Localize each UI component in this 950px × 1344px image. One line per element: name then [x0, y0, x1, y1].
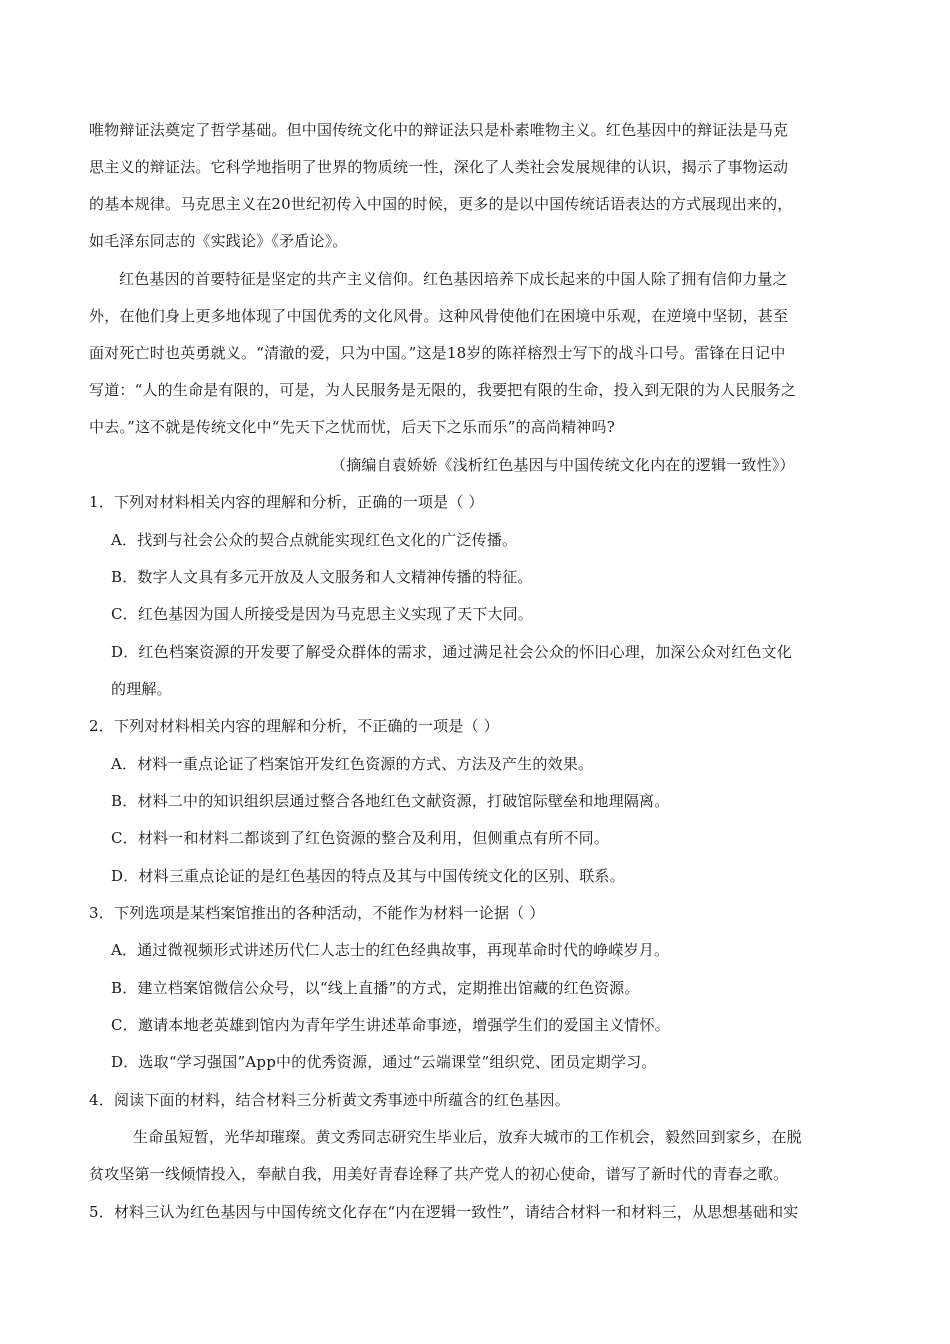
- material-p2-line-2: 外，在他们身上更多地体现了中国优秀的文化风骨。这种风骨使他们在困境中乐观，在逆境中坚韧，甚至: [89, 307, 789, 325]
- question-2-option-a: A．材料一重点论证了档案馆开发红色资源的方式、方法及产生的效果。: [111, 755, 594, 773]
- question-2-option-d: D．材料三重点论证的是红色基因的特点及其与中国传统文化的区别、联系。: [111, 867, 625, 885]
- question-2-option-b: B．材料二中的知识组织层通过整合各地红色文献资源，打破馆际壁垒和地理隔离。: [111, 792, 670, 810]
- question-4-stem: 4．阅读下面的材料，结合材料三分析黄文秀事迹中所蕴含的红色基因。: [89, 1091, 570, 1109]
- question-3-option-d: D．选取“学习强国”App中的优秀资源，通过“云端课堂”组织党、团员定期学习。: [111, 1053, 657, 1071]
- material-p1-line-1: 唯物辩证法奠定了哲学基础。但中国传统文化中的辩证法只是朴素唯物主义。红色基因中的辩证法是马克: [89, 121, 789, 139]
- question-5-stem: 5．材料三认为红色基因与中国传统文化存在“内在逻辑一致性”，请结合材料一和材料三，从思想基础和实: [89, 1203, 799, 1221]
- material-p1-line-4: 如毛泽东同志的《实践论》《矛盾论》。: [89, 232, 348, 250]
- question-2-stem: 2．下列对材料相关内容的理解和分析，不正确的一项是（ ）: [89, 717, 499, 735]
- question-1-option-a: A．找到与社会公众的契合点就能实现红色文化的广泛传播。: [111, 531, 518, 549]
- question-3-stem: 3．下列选项是某档案馆推出的各种活动，不能作为材料一论据（ ）: [89, 904, 545, 922]
- material-p1-line-2: 思主义的辩证法。它科学地指明了世界的物质统一性，深化了人类社会发展规律的认识，揭示了事物运动: [89, 158, 789, 176]
- question-1-option-c: C．红色基因为国人所接受是因为马克思主义实现了天下大同。: [111, 605, 534, 623]
- question-1-option-b: B．数字人文具有多元开放及人文服务和人文精神传播的特征。: [111, 568, 533, 586]
- question-3-option-b: B．建立档案馆微信公众号，以“线上直播”的方式，定期推出馆藏的红色资源。: [111, 979, 640, 997]
- source-citation: （摘编自袁娇娇《浅析红色基因与中国传统文化内在的逻辑一致性》）: [331, 456, 795, 474]
- material-p2-line-4: 写道：“人的生命是有限的，可是，为人民服务是无限的，我要把有限的生命，投入到无限的为人民服务之: [89, 381, 797, 399]
- question-2-option-c: C．材料一和材料二都谈到了红色资源的整合及利用，但侧重点有所不同。: [111, 829, 610, 847]
- material-p2-line-3: 面对死亡时也英勇就义。“清澈的爱，只为中国。”这是18岁的陈祥榕烈士写下的战斗口号。雷锋在日记中: [89, 344, 786, 362]
- material-p1-line-3: 的基本规律。马克思主义在20世纪初传入中国的时候，更多的是以中国传统话语表达的方式展现出来的，: [89, 195, 793, 213]
- question-1-stem: 1．下列对材料相关内容的理解和分析，正确的一项是（ ）: [89, 493, 484, 511]
- material-p2-line-1: 红色基因的首要特征是坚定的共产主义信仰。红色基因培养下成长起来的中国人除了拥有信仰力量之: [119, 270, 788, 288]
- question-4-material-line-1: 生命虽短暂，光华却璀璨。黄文秀同志研究生毕业后，放弃大城市的工作机会，毅然回到家乡，在脱: [133, 1128, 802, 1146]
- question-1-option-d-cont: 的理解。: [111, 680, 172, 698]
- question-3-option-a: A．通过微视频形式讲述历代仁人志士的红色经典故事，再现革命时代的峥嵘岁月。: [111, 941, 670, 959]
- material-p2-line-5: 中去。”这不就是传统文化中“先天下之忧而忧，后天下之乐而乐”的高尚精神吗?: [89, 418, 615, 436]
- question-3-option-c: C．邀请本地老英雄到馆内为青年学生讲述革命事迹，增强学生们的爱国主义情怀。: [111, 1016, 670, 1034]
- question-1-option-d: D．红色档案资源的开发要了解受众群体的需求，通过满足社会公众的怀旧心理，加深公众对红色文化: [111, 643, 793, 661]
- question-4-material-line-2: 贫攻坚第一线倾情投入，奉献自我，用美好青春诠释了共产党人的初心使命，谱写了新时代的青春之歌。: [89, 1165, 789, 1183]
